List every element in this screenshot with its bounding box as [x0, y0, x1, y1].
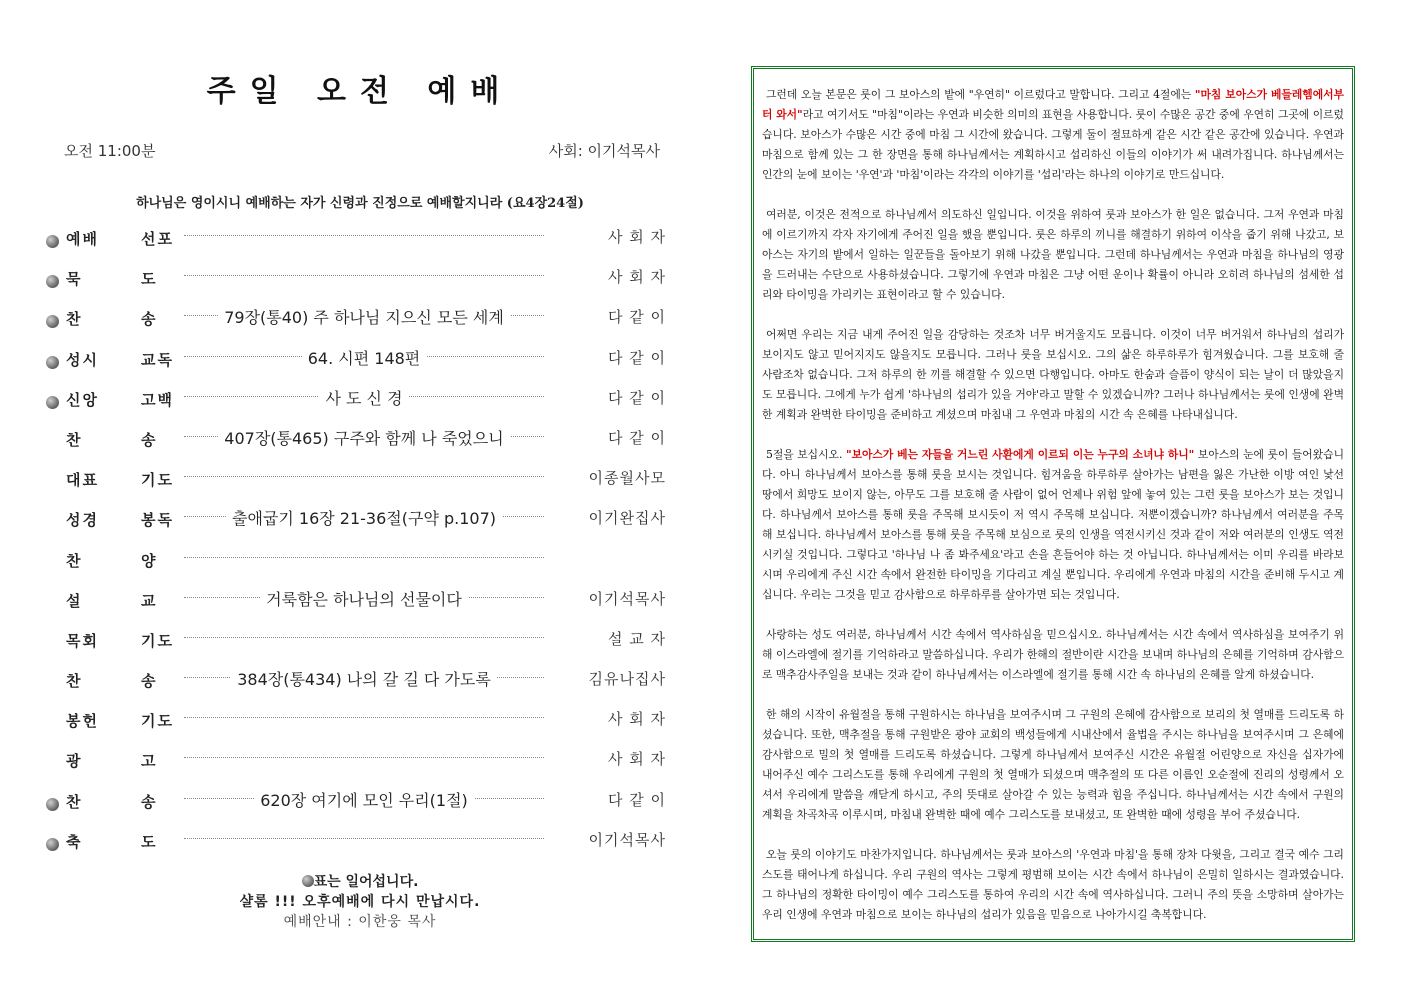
order-item-name-part2: 봉독: [141, 511, 174, 530]
order-item: [46, 750, 666, 790]
scripture-quote: "보아스가 베는 자들을 거느린 사환에게 이르되 이는 누구의 소녀냐 하니": [845, 448, 1195, 461]
dotted-leader: [184, 235, 544, 236]
order-item-person: 이기석목사: [588, 589, 666, 608]
order-item: [46, 389, 666, 429]
order-item-name-part1: 찬: [66, 792, 83, 811]
order-item-name-part2: 기도: [141, 712, 174, 731]
order-item-person: 다 같 이: [607, 388, 666, 407]
order-item-person: 다 같 이: [607, 790, 666, 809]
standing-dot-icon: [46, 798, 59, 811]
order-item-name-part2: 송: [141, 672, 158, 691]
order-item-person: 김유나집사: [588, 670, 666, 689]
order-item: [46, 831, 666, 871]
sermon-text-run: 그런데 오늘 본문은 룻이 그 보아스의 밭에 "우연히" 이르렀다고 말합니다. 그리고 4절에는: [766, 88, 1195, 101]
order-item-detail-wrap: [184, 506, 544, 529]
standing-dot-icon: [46, 356, 59, 369]
order-item-name-part2: 도: [141, 832, 158, 851]
order-item-detail: 384장(통434) 나의 갈 길 다 가도록: [231, 670, 497, 689]
order-item-detail-wrap: [184, 587, 544, 610]
sermon-paragraph: [762, 845, 1344, 925]
order-item-detail-wrap: [184, 386, 544, 409]
order-item-person: 사 회 자: [607, 228, 666, 246]
order-item-detail: 407장(통465) 구주와 함께 나 죽었으니: [218, 429, 509, 448]
order-item-name-part2: 선포: [141, 230, 174, 248]
order-item-detail-wrap: [184, 346, 544, 369]
order-item: [46, 590, 666, 630]
service-time: 오전 11:00분: [64, 142, 156, 160]
sermon-paragraph: [762, 625, 1344, 685]
standing-dot-icon: [46, 315, 59, 328]
order-item-person: 다 같 이: [607, 308, 666, 327]
order-item-detail-wrap: [184, 667, 544, 690]
order-item-detail: 사 도 신 경: [319, 389, 408, 408]
sermon-box: [751, 66, 1355, 942]
page-title: 주일 오전 예배: [206, 74, 514, 109]
sermon-text-run: 한 해의 시작이 유월절을 통해 구원하시는 하나님을 보여주시며 그 구원의 은혜에 감사함으로 보리의 첫 열매를 드리도록 하셨습니다. 또한, 맥추절을 통해 구원받은 광야 교회의 백성들에게 시내산에서 율법을 주시는 하나님을 보여주시며 그 은혜에 감사함으로 밀의 첫 열매를 드리도록 하셨습니다. 그렇게 하나님께서 보여주신 시간은 유월절 어린양으로 자신을 십자가에 내어주신 예수 그리스도를 통해 우리에게 구원의 첫 열매가 되셨으며 맥추절의 또 다른 이름인 오순절에 진리의 성령께서 오셔서 우리에게 말씀을 깨닫게 하시고, 주의 뜻대로 살아갈 수 있는 능력과 힘을 주십니다. 하나님께서는 시간 속에서 구원의 계획을 차곡차곡 이루시며, 마침내 완벽한 때에 예수 그리스도를 보내셨고, 또 완벽한 때에 성령을 부어 주셨습니다.: [762, 708, 1344, 821]
order-item: [46, 308, 666, 348]
sermon-paragraph: [762, 325, 1344, 425]
order-item: [46, 670, 666, 710]
standing-dot-icon: [302, 875, 314, 887]
order-item-detail: 79장(통40) 주 하나님 지으신 모든 세계: [218, 308, 510, 327]
order-item: [46, 509, 666, 549]
order-item-name-part1: 예배: [66, 230, 99, 248]
order-item-name-part2: 도: [141, 270, 158, 289]
order-item-detail: 620장 여기에 모인 우리(1절): [254, 791, 474, 810]
sermon-text-run: 어쩌면 우리는 지금 내게 주어진 일을 감당하는 것조차 너무 버거울지도 모릅니다. 이것이 너무 버거워서 하나님의 섭리가 보이지도 않고 믿어지지도 않을지도 모릅니다. 그러나 룻을 보십시오. 그의 삶은 하루하루가 힘겨웠습니다. 그를 보호해 줄 사람조차 없습니다. 그저 하루의 한 끼를 해결할 수 있으면 다행입니다. 아마도 한숨과 슬픔이 양식이 되는 날이 더 많았을지도 모릅니다. 그에게 누가 쉽게 '하나님의 섭리가 있을 거야'라고 말할 수 있겠습니까? 그러나 하나님께서는 룻에 인생에 완벽한 계획과 완벽한 타이밍을 준비하고 계셨으며 마침내 그 우연과 마침의 시간 속 은혜를 나타내십니다.: [762, 328, 1344, 421]
sermon-text-run: 5절을 보십시오.: [766, 448, 846, 461]
order-item-detail: 출애굽기 16장 21-36절(구약 p.107): [226, 509, 502, 528]
standing-dot-icon: [46, 396, 59, 409]
dotted-leader: [184, 275, 544, 276]
sermon-text: [762, 85, 1344, 945]
order-item-name-part2: 양: [141, 551, 158, 570]
sermon-text-run: 여러분, 이것은 전적으로 하나님께서 의도하신 일입니다. 이것을 위하여 룻과 보아스가 한 일은 없습니다. 그저 우연과 마침에 이르기까지 각자 자기에게 주어진 일을 했을 뿐입니다. 룻은 하루의 끼니를 해결하기 위하여 이삭을 줍기 위해 나갔고, 보아스는 자기의 밭에서 일하는 일꾼들을 돌아보기 위해 나갔을 뿐입니다. 그런데 하나님께서는 우연과 마침을 하나님의 영광을 드러내는 수단으로 사용하셨습니다. 그렇기에 우연과 마침은 그냥 어떤 운이나 확률이 아니라 오히려 하나님의 섬세한 섭리와 타이밍을 가리키는 표현이라고 할 수 있습니다.: [762, 208, 1344, 301]
order-item-name-part2: 송: [141, 310, 158, 329]
scripture-quote: "마침 보아스가 베들레헴에서부터 와서": [762, 88, 1344, 121]
order-item-name-part1: 묵: [66, 270, 83, 289]
order-item-detail: 64. 시편 148편: [302, 349, 427, 368]
order-item-person: 다 같 이: [607, 348, 666, 367]
order-item-name-part1: 대표: [66, 471, 99, 490]
order-item-person: 이종월사모: [588, 469, 666, 488]
order-item-person: 이기완집사: [588, 509, 666, 528]
order-item-name-part1: 성경: [66, 511, 99, 530]
order-item: [46, 268, 666, 308]
order-item-name-part2: 교: [141, 591, 158, 610]
order-item-name-part1: 목회: [66, 631, 99, 650]
sermon-text-run: 오늘 룻의 이야기도 마찬가지입니다. 하나님께서는 룻과 보아스의 '우연과 마침'을 통해 장차 다윗을, 그리고 결국 예수 그리스도를 태어나게 하십니다. 우리 구원의 역사는 그렇게 평범해 보이는 시간 속에서 하나님이 은밀히 일하시는 결과였습니다. 그 하나님의 정확한 타이밍이 예수 그리스도를 통하여 우리의 시간 속에 역사하십니다. 그러니 주의 뜻을 소망하며 살아가는 우리 인생에 우연과 마침으로 보이는 하나님의 섭리가 있음을 믿음으로 나아가시길 축복합니다.: [762, 848, 1344, 921]
dotted-leader: [184, 757, 544, 758]
order-item-name-part1: 축: [66, 832, 83, 851]
service-guide: 예배안내 : 이한웅 목사: [283, 914, 437, 930]
order-item: [46, 349, 666, 389]
bulletin-footer: [40, 872, 680, 932]
order-item: [46, 469, 666, 509]
order-item-name-part2: 송: [141, 430, 158, 449]
order-item-name-part1: 성시: [66, 350, 99, 369]
order-item-person: 사 회 자: [607, 710, 666, 729]
order-item-name-part1: 광: [66, 752, 83, 771]
order-item: [46, 550, 666, 590]
order-item-name-part2: 기도: [141, 631, 174, 650]
standing-note: [40, 872, 680, 892]
order-item-name-part2: 기도: [141, 471, 174, 490]
order-item-name-part2: 고: [141, 752, 158, 771]
order-item-name-part2: 고백: [141, 390, 174, 409]
dotted-leader: [184, 557, 544, 558]
order-item: [46, 630, 666, 670]
sermon-paragraph: [762, 445, 1344, 605]
order-item-name-part1: 찬: [66, 672, 83, 691]
order-item-name-part1: 찬: [66, 430, 83, 449]
order-item-name-part2: 교독: [141, 350, 174, 369]
sermon-paragraph: [762, 705, 1344, 825]
sermon-paragraph: [762, 205, 1344, 305]
dotted-leader: [184, 476, 544, 477]
order-item-name-part1: 찬: [66, 310, 83, 329]
service-leader: 사회: 이기석목사: [548, 142, 660, 160]
sermon-text-run: 사랑하는 성도 여러분, 하나님께서 시간 속에서 역사하심을 믿으십시오. 하나님께서는 시간 속에서 역사하심을 보여주기 위해 이스라엘에 절기를 기억하라고 말씀하십니다. 우리가 한해의 절반이란 시간을 보내며 하나님의 은혜를 기억하며 감사함으로 맥추감사주일을 보내는 것과 같이 하나님께서는 이스라엘에 절기를 통해 시간 속 하나님의 은혜를 알게 하셨습니다.: [762, 628, 1344, 681]
bulletin-page: [40, 60, 680, 960]
order-item-name-part2: 송: [141, 792, 158, 811]
order-item-person: 다 같 이: [607, 428, 666, 447]
dotted-leader: [184, 838, 544, 839]
order-item-name-part1: 봉헌: [66, 712, 99, 731]
sermon-text-run: 보아스의 눈에 룻이 들어왔습니다. 아니 하나님께서 보아스를 통해 룻을 보시는 것입니다. 힘겨움을 하루하루 살아가는 남편을 잃은 가난한 이방 여인 낯선 땅에서 희망도 보이지 않는, 아무도 그를 보호해 줄 사람이 없어 언제나 위험 앞에 놓여 있는 그런 룻을 보아스가 보는 것입니다. 하나님께서 보아스를 통해 룻을 주목해 보시듯이 저 역시 주목해 보십니다. 저뿐이겠습니까? 하나님께서 여러분을 주목해 보십니다. 하나님께서 보아스를 통해 룻을 주목해 보심으로 룻의 인생을 역전시키신 것과 같이 저와 여러분의 인생도 역전시키실 것입니다. 그렇다고 '하나님 나 좀 봐주세요'라고 손을 흔들어야 하는 것 아닙니다. 하나님께서는 이미 우리를 바라보시며 우리에게 주신 시간 속에서 완전한 타이밍을 기다리고 계실 뿐입니다. 우리에게 우연과 마침의 시간을 준비해 두시고 계십니다. 우리는 그것을 믿고 감사함으로 하루하루를 살아가면 되는 것입니다.: [762, 448, 1344, 601]
order-item: [46, 791, 666, 831]
order-item-name-part1: 신앙: [66, 390, 99, 409]
order-item: [46, 710, 666, 750]
order-item-detail: 거룩함은 하나님의 선물이다: [260, 590, 468, 609]
order-item: [46, 429, 666, 469]
order-item-detail-wrap: [184, 788, 544, 811]
sermon-paragraph: [762, 85, 1344, 185]
standing-dot-icon: [46, 235, 59, 248]
sermon-text-run: 라고 여기서도 "마침"이라는 우연과 비슷한 의미의 표현을 사용합니다. 룻이 수많은 공간 중에 우연히 그곳에 이르렀습니다. 보아스가 수많은 시간 중에 마침 그 시간에 왔습니다. 그렇게 둘이 절묘하게 같은 시간 같은 공간에 있습니다. 우연과 마침으로 함께 있는 그 한 장면을 통해 하나님께서는 계획하시고 섭리하신 이들의 이야기가 써 내려가집니다. 하나님께서는 인간의 눈에 보이는 '우연'과 '마침'이라는 각각의 이야기를 '섭리'라는 하나의 이야기로 만드십니다.: [762, 108, 1344, 181]
order-item-detail-wrap: [184, 305, 544, 328]
theme-verse: 하나님은 영이시니 예배하는 자가 신령과 진정으로 예배할지니라 (요4장24절): [136, 196, 584, 211]
closing-greeting: 샬롬 !!! 오후예배에 다시 만납시다.: [239, 894, 481, 910]
order-item-detail-wrap: [184, 426, 544, 449]
order-item-person: 사 회 자: [607, 750, 666, 769]
standing-dot-icon: [46, 838, 59, 851]
dotted-leader: [184, 717, 544, 718]
order-item-name-part1: 찬: [66, 551, 83, 570]
order-item-name-part1: 설: [66, 591, 83, 610]
order-item: [46, 228, 666, 268]
order-item-person: 이기석목사: [588, 830, 666, 849]
order-item-person: 사 회 자: [607, 268, 666, 287]
standing-dot-icon: [46, 275, 59, 288]
order-item-person: 설 교 자: [607, 629, 666, 648]
dotted-leader: [184, 637, 544, 638]
order-of-worship: [46, 228, 666, 871]
standing-note-text: 표는 일어섭니다.: [313, 874, 419, 890]
